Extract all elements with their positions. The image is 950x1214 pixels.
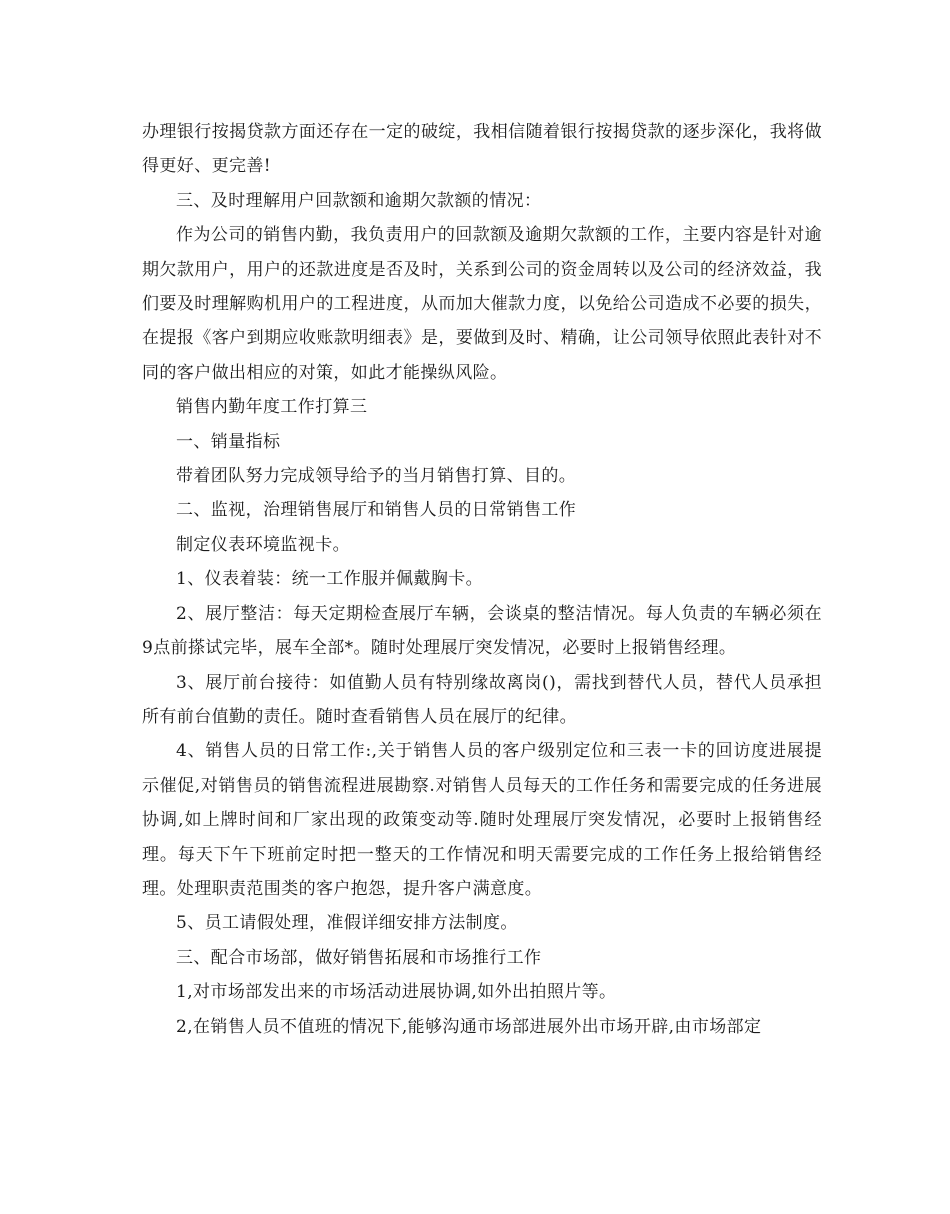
list-item-5: 5、员工请假处理，准假详细安排方法制度。 xyxy=(176,913,518,934)
document-body xyxy=(142,115,822,1044)
plan-title: 销售内勤年度工作打算三 xyxy=(176,397,368,418)
paragraph-3: 作为公司的销售内勤，我负责用户的回款额及逾期欠款额的工作，主要内容是针对逾期欠款用户，用户的还款进度是否及时，关系到公司的资金周转以及公司的经济效益，我们要及时理解购机用户的工程进度，从而加大催款力度，以免给公司造成不必要的损失，在提报《客户到期应收账款明细表》是，要做到及时、精确，让公司领导依照此表针对不同的客户做出相应的对策，如此才能操纵风险。 xyxy=(142,225,822,383)
list-item-3: 3、展厅前台接待：如值勤人员有特别缘故离岗()，需找到替代人员，替代人员承担所有前台值勤的责任。随时查看销售人员在展厅的纪律。 xyxy=(142,672,822,727)
list-item-2: 2、展厅整洁：每天定期检查展厅车辆，会谈桌的整洁情况。每人负责的车辆必须在9点前搽试完毕，展车全部*。随时处理展厅突发情况，必要时上报销售经理。 xyxy=(142,603,822,659)
section-heading-1: 一、销量指标 xyxy=(176,431,281,452)
section-heading-2: 二、监视，治理销售展厅和销售人员的日常销售工作 xyxy=(176,500,577,521)
section-heading-3: 三、及时理解用户回款额和逾期欠款额的情况： xyxy=(176,190,542,211)
sub-item-2: 2,在销售人员不值班的情况下,能够沟通市场部进展外出市场开辟,由市场部定 xyxy=(176,1016,762,1037)
section-heading-3b: 三、配合市场部，做好销售拓展和市场推行工作 xyxy=(176,947,542,968)
paragraph-8: 制定仪表环境监视卡。 xyxy=(176,534,350,555)
paragraph-6: 带着团队努力完成领导给予的当月销售打算、目的。 xyxy=(176,466,577,487)
sub-item-1: 1,对市场部发出来的市场活动进展协调,如外出拍照片等。 xyxy=(176,982,617,1003)
list-item-1: 1、仪表着装：统一工作服并佩戴胸卡。 xyxy=(176,569,484,590)
paragraph-1: 办理银行按揭贷款方面还存在一定的破绽，我相信随着银行按揭贷款的逐步深化，我将做得更好、更完善! xyxy=(142,122,822,177)
list-item-4: 4、销售人员的日常工作:,关于销售人员的客户级别定位和三表一卡的回访度进展提示催促,对销售员的销售流程进展勘察.对销售人员每天的工作任务和需要完成的任务进展协调,如上牌时间和厂家出现的政策变动等.随时处理展厅突发情况，必要时上报销售经理。每天下午下班前定时把一整天的工作情况和明天需要完成的工作任务上报给销售经理。处理职责范围类的客户抱怨，提升客户满意度。 xyxy=(142,741,822,899)
